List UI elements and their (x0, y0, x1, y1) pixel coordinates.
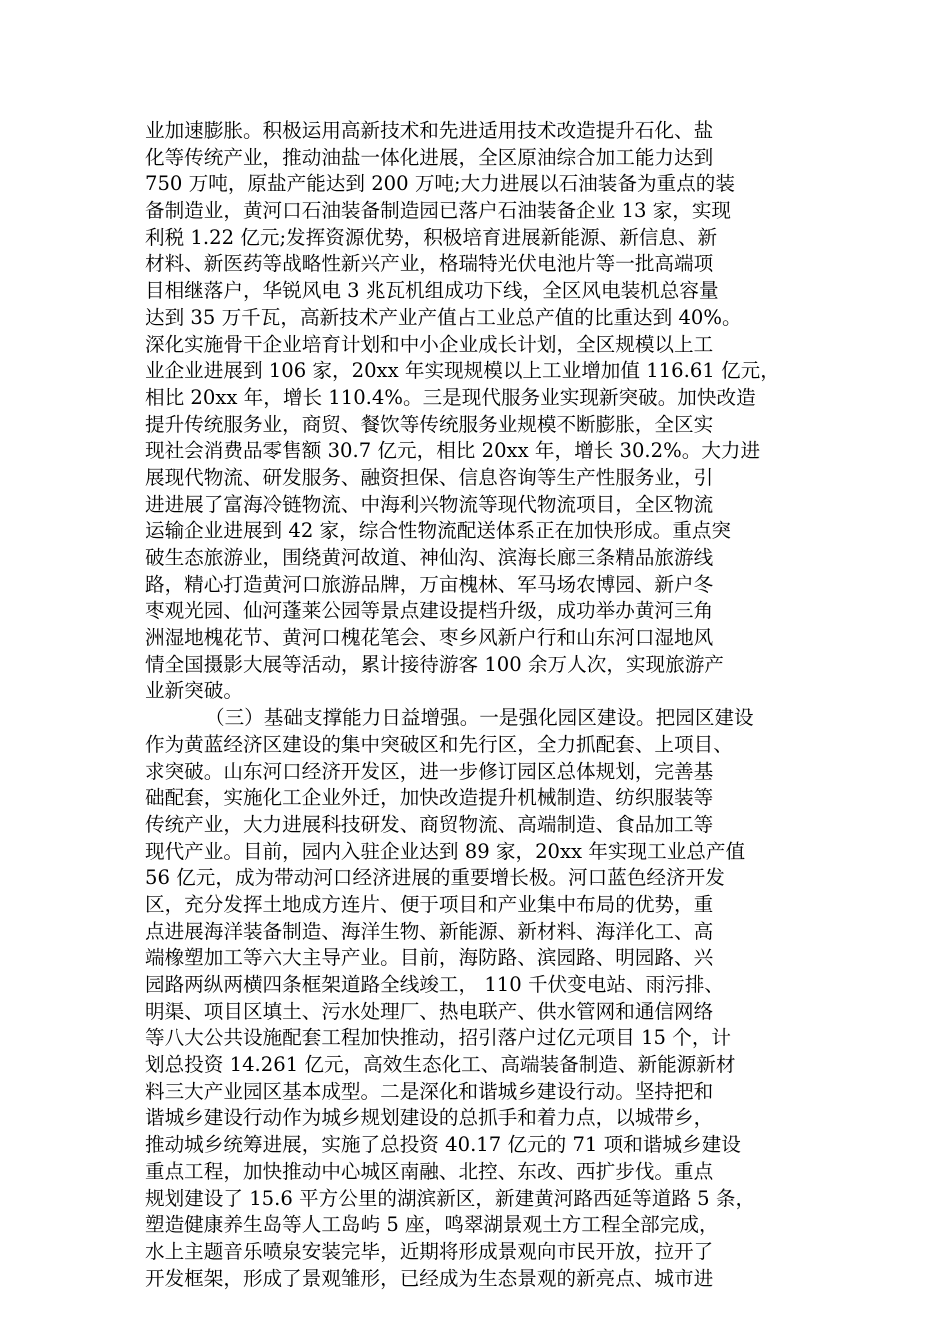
text-line: 运输企业进展到 42 家，综合性物流配送体系正在加快形成。重点突 (145, 519, 732, 543)
text-line: （三）基础支撑能力日益增强。一是强化园区建设。把园区建设 (205, 706, 754, 730)
text-line: 水上主题音乐喷泉安装完毕，近期将形成景观向市民开放，拉开了 (145, 1239, 714, 1263)
text-line: 利税 1.22 亿元;发挥资源优势，积极培育进展新能源、新信息、新 (145, 225, 718, 249)
text-line: 深化实施骨干企业培育计划和中小企业成长计划，全区规模以上工 (145, 332, 714, 356)
text-line: 料三大产业园区基本成型。二是深化和谐城乡建设行动。坚持把和 (145, 1079, 714, 1103)
text-line: 开发框架，形成了景观雏形，已经成为生态景观的新亮点、城市进 (145, 1266, 714, 1290)
text-line: 进进展了富海冷链物流、中海利兴物流等现代物流项目，全区物流 (145, 492, 714, 516)
text-line: 枣观光园、仙河蓬莱公园等景点建设提档升级，成功举办黄河三角 (145, 599, 714, 623)
text-line: 重点工程，加快推动中心城区南融、北控、东改、西扩步伐。重点 (145, 1159, 714, 1183)
text-line: 化等传统产业，推动油盐一体化进展，全区原油综合加工能力达到 (145, 145, 714, 169)
text-line: 业新突破。 (145, 679, 243, 703)
text-line: 传统产业，大力进展科技研发、商贸物流、高端制造、食品加工等 (145, 812, 714, 836)
text-line: 推动城乡统筹进展，实施了总投资 40.17 亿元的 71 项和谐城乡建设 (145, 1133, 741, 1157)
text-line: 达到 35 万千瓦，高新技术产业产值占工业总产值的比重达到 40%。 (145, 305, 742, 329)
text-line: 业企业进展到 106 家，20xx 年实现规模以上工业增加值 116.61 亿元， (145, 359, 780, 383)
text-line: 洲湿地槐花节、黄河口槐花笔会、枣乡风新户行和山东河口湿地风 (145, 626, 714, 650)
text-line: 展现代物流、研发服务、融资担保、信息咨询等生产性服务业，引 (145, 465, 714, 489)
text-line: 区，充分发挥土地成方连片、便于项目和产业集中布局的优势，重 (145, 892, 714, 916)
text-line: 端橡塑加工等六大主导产业。目前，海防路、滨园路、明园路、兴 (145, 946, 714, 970)
text-line: 塑造健康养生岛等人工岛屿 5 座，鸣翠湖景观土方工程全部完成， (145, 1213, 719, 1237)
text-line: 础配套，实施化工企业外迁，加快改造提升机械制造、纺织服装等 (145, 786, 714, 810)
text-line: 现社会消费品零售额 30.7 亿元，相比 20xx 年，增长 30.2%。大力进 (145, 439, 761, 463)
text-line: 明渠、项目区填土、污水处理厂、热电联产、供水管网和通信网络 (145, 999, 714, 1023)
text-line: 备制造业，黄河口石油装备制造园已落户石油装备企业 13 家，实现 (145, 199, 732, 223)
text-line: 破生态旅游业，围绕黄河故道、神仙沟、滨海长廊三条精品旅游线 (145, 546, 714, 569)
text-line: 750 万吨，原盐产能达到 200 万吨;大力进展以石油装备为重点的装 (145, 172, 735, 196)
text-line: 现代产业。目前，园内入驻企业达到 89 家，20xx 年实现工业总产值 (145, 839, 746, 863)
text-line: 等八大公共设施配套工程加快推动，招引落户过亿元项目 15 个，计 (145, 1026, 732, 1050)
text-line: 作为黄蓝经济区建设的集中突破区和先行区，全力抓配套、上项目、 (145, 732, 733, 756)
text-line: 谐城乡建设行动作为城乡规划建设的总抓手和着力点，以城带乡， (145, 1106, 714, 1130)
text-line: 材料、新医药等战略性新兴产业，格瑞特光伏电池片等一批高端项 (145, 252, 714, 276)
text-line: 路，精心打造黄河口旅游品牌，万亩槐林、军马场农博园、新户冬 (145, 572, 714, 596)
text-line: 56 亿元，成为带动河口经济进展的重要增长极。河口蓝色经济开发 (145, 866, 725, 890)
text-line: 点进展海洋装备制造、海洋生物、新能源、新材料、海洋化工、高 (145, 919, 714, 943)
text-line: 求突破。山东河口经济开发区，进一步修订园区总体规划，完善基 (145, 759, 714, 783)
text-line: 相比 20xx 年，增长 110.4%。三是现代服务业实现新突破。加快改造 (145, 385, 756, 409)
text-line: 规划建设了 15.6 平方公里的湖滨新区，新建黄河路西延等道路 5 条， (145, 1186, 756, 1210)
text-line: 园路两纵两横四条框架道路全线竣工， 110 千伏变电站、雨污排、 (145, 973, 724, 996)
text-line: 目相继落户，华锐风电 3 兆瓦机组成功下线，全区风电装机总容量 (145, 279, 719, 303)
text-line: 划总投资 14.261 亿元，高效生态化工、高端装备制造、新能源新材 (145, 1053, 736, 1077)
text-line: 业加速膨胀。积极运用高新技术和先进适用技术改造提升石化、盐 (145, 119, 714, 142)
text-line: 提升传统服务业，商贸、餐饮等传统服务业规模不断膨胀，全区实 (145, 412, 714, 436)
text-line: 情全国摄影大展等活动，累计接待游客 100 余万人次，实现旅游产 (145, 652, 724, 676)
body-text (145, 118, 825, 1292)
